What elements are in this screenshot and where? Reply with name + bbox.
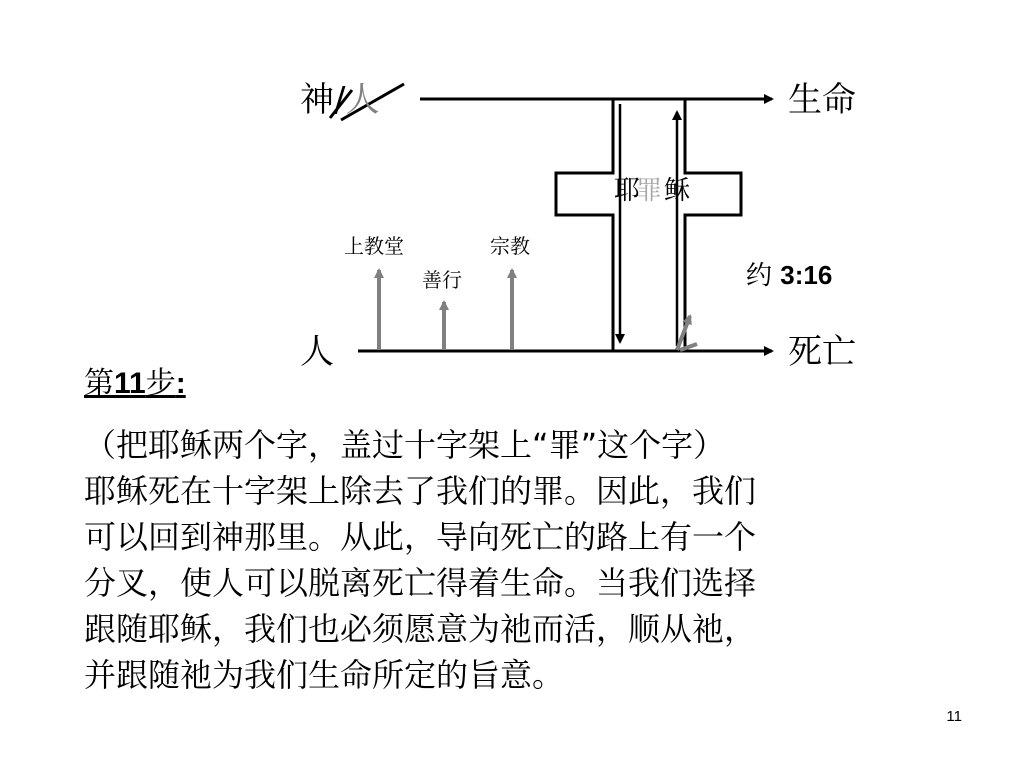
label-good-deeds: 善行 — [422, 268, 462, 292]
step-description — [84, 422, 934, 698]
cross-jesus-char-2: 稣 — [664, 176, 691, 206]
page-number: 11 — [946, 708, 962, 725]
text-line: 耶稣死在十字架上除去了我们的罪。因此，我们 — [84, 472, 757, 510]
label-life: 生命 — [788, 80, 856, 120]
label-man: 人 — [300, 332, 334, 372]
label-man-struck: 人 — [345, 80, 380, 120]
step-heading: 第11步: — [84, 366, 186, 401]
label-go-to-church: 上教堂 — [344, 234, 404, 258]
cross-shape — [556, 100, 741, 352]
cross-text — [558, 176, 738, 212]
cross-sin-char: 罪 — [636, 176, 663, 206]
text-line: 跟随耶稣，我们也必须愿意为祂而活，顺从祂， — [84, 610, 757, 648]
label-god: 神/人 — [300, 80, 380, 120]
text-line: （把耶稣两个字，盖过十字架上“罪”这个字） — [84, 426, 726, 464]
text-line: 可以回到神那里。从此，导向死亡的路上有一个 — [84, 518, 757, 556]
cross-jesus-char-1: 耶 — [614, 176, 641, 206]
text-line: 分叉，使人可以脱离死亡得着生命。当我们选择 — [84, 564, 757, 602]
text-line: 并跟随祂为我们生命所定的旨意。 — [84, 656, 565, 694]
label-death: 死亡 — [788, 332, 856, 372]
verse-reference: 约 3:16 — [746, 260, 833, 291]
branch-tick — [680, 344, 697, 350]
label-religion: 宗教 — [490, 234, 530, 258]
